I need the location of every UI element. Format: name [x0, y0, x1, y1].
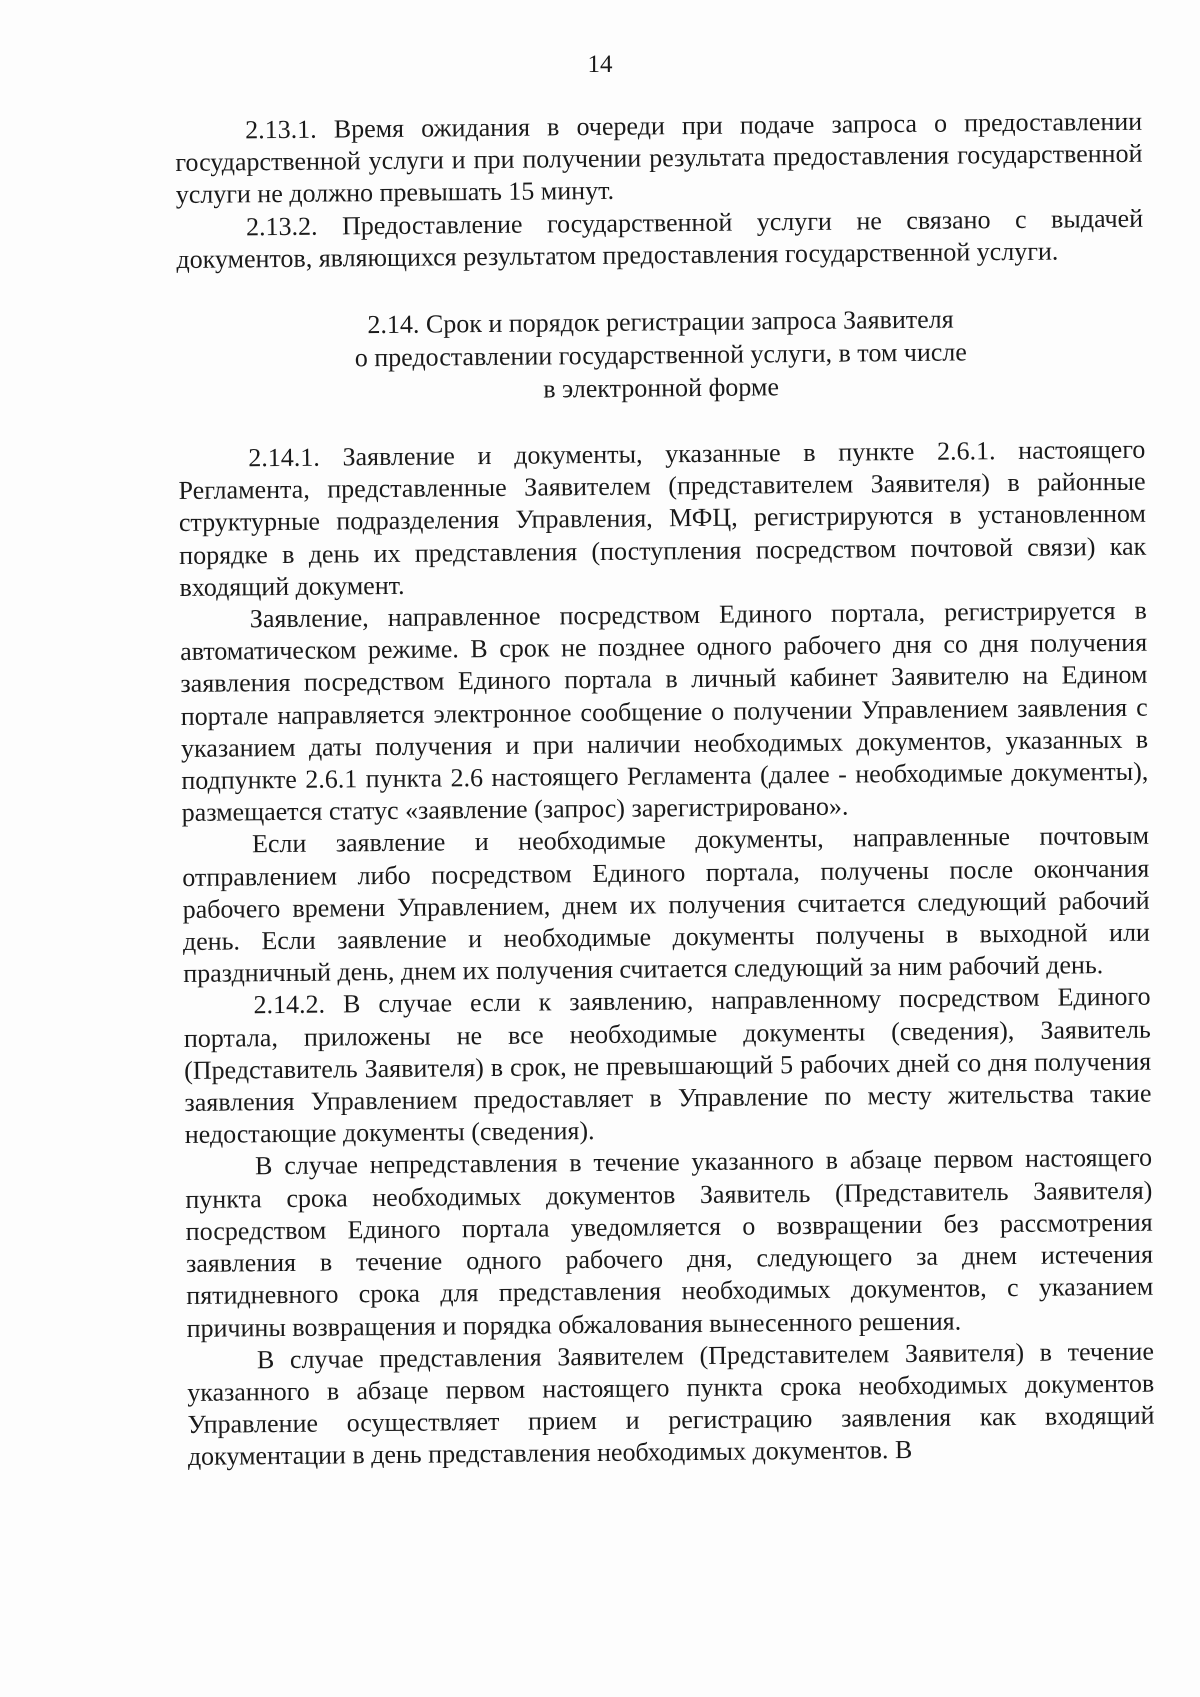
paragraph-non-submission: В случае непредставления в течение указанного в абзаце первом настоящего пункта срока необходимых документов Заявитель (Представитель Заявителя) посредством Единого портала уведомляется о возвращении без рассмотрения заявления в течение одного рабочего дня, следующего за днем истечения пятидневного срока для представления необходимых документов, с указанием причины возвращения и порядка обжалования вынесенного решения. [185, 1143, 1154, 1343]
paragraph-after-hours: Если заявление и необходимые документы, направленные почтовым отправлением либо посредством Единого портала, получены после окончания рабочего времени Управлением, днем их получения считается следующий рабочий день. Если заявление и необходимые документы получены в выходной или праздничный день, днем их получения считается следующий за ним рабочий день. [182, 821, 1151, 989]
heading-line: 2.14. Срок и порядок регистрации запроса Заявителя [367, 304, 954, 340]
paragraph-2-14-2: 2.14.2. В случае если к заявлению, направленному посредством Единого портала, приложены не все необходимые документы (сведения), Заявитель (Представитель Заявителя) в срок, не превышающий 5 рабочих дней со дня получения заявления Управлением предоставляет в Управление по месту жительства такие недостающие документы (сведения). [183, 982, 1152, 1150]
document-body [175, 106, 1155, 1474]
paragraph-2-14-1: 2.14.1. Заявление и документы, указанные в пункте 2.6.1. настоящего Регламента, представленные Заявителем (представителем Заявителя) в районные структурные подразделения Управления, МФЦ, регистрируются в установленном порядке в день их представления (поступления посредством почтовой связи) как входящий документ. [178, 434, 1147, 602]
section-heading-2-14 [177, 301, 1145, 409]
paragraph-2-13-1: 2.13.1. Время ожидания в очереди при подаче запроса о предоставлении государственной услуги и при получении результата предоставления государственной услуги не должно превышать 15 минут. [175, 106, 1143, 210]
paragraph-2-13-2: 2.13.2. Предоставление государственной услуги не связано с выдачей документов, являющихся результатом предоставления государственной услуги. [176, 203, 1144, 274]
page-number: 14 [587, 51, 613, 78]
heading-line: о предоставлении государственной услуги, в том числе [354, 337, 968, 373]
paragraph-submission: В случае представления Заявителем (Представителем Заявителя) в течение указанного в абзаце первом настоящего пункта срока необходимых документов Управление осуществляет прием и регистрацию заявления как входящий документации в день представления необходимых документов. В [187, 1336, 1155, 1472]
paragraph-portal-registration: Заявление, направленное посредством Единого портала, регистрируется в автоматическом режиме. В срок не позднее одного рабочего дня со дня получения заявления посредством Единого портала в личный кабинет Заявителю на Едином портале направляется электронное сообщение о получении Управлением заявления с указанием даты получения и при наличии необходимых документов, указанных в подпункте 2.6.1 пункта 2.6 настоящего Регламента (далее - необходимые документы), размещается статус «заявление (запрос) зарегистрировано». [180, 595, 1149, 828]
heading-line: в электронной форме [543, 372, 780, 404]
